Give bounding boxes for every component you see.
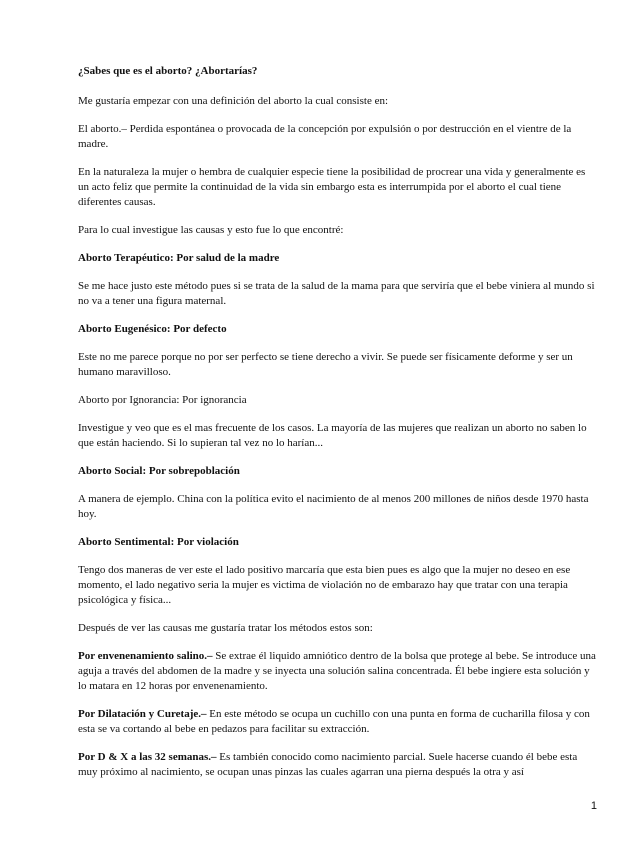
heading-social: Aborto Social: Por sobrepoblación: [78, 465, 240, 477]
paragraph-terapeutico: Se me hace justo este método pues si se trata de la salud de la mama para que serviría que el bebe viniera al mundo si no va a tener una figura maternal.: [78, 280, 595, 307]
document-title: ¿Sabes que es el aborto? ¿Abortarías?: [78, 65, 258, 77]
document-page: [78, 64, 598, 793]
method-salino-text: Se extrae él liquido amniótico dentro de la bolsa que protege al bebe. Se introduce una aguja a través del abdomen de la madre y se inyecta una solución salina concentrada. Él bebe ingiere esta solución y lo matara en 12 horas por envenenamiento.: [78, 650, 596, 692]
heading-ignorancia: Aborto por Ignorancia: Por ignorancia: [78, 394, 247, 406]
method-dilatacion: [78, 707, 598, 737]
paragraph-social: A manera de ejemplo. China con la política evito el nacimiento de al menos 200 millones de niños desde 1970 hasta hoy.: [78, 493, 589, 520]
method-dilatacion-title: Por Dilatación y Curetaje.–: [78, 708, 207, 720]
method-dx: [78, 750, 598, 780]
heading-terapeutico: Aborto Terapéutico: Por salud de la madre: [78, 252, 280, 264]
method-salino-title: Por envenenamiento salino.–: [78, 650, 213, 662]
paragraph-intro: Me gustaría empezar con una definición del aborto la cual consiste en:: [78, 95, 389, 107]
paragraph-nature: En la naturaleza la mujer o hembra de cualquier especie tiene la posibilidad de procrear una vida y generalmente es un acto feliz que permite la continuidad de la vida sin embargo esta es interrumpida por el aborto el cual tiene diferentes causas.: [78, 166, 586, 208]
page-number: 1: [590, 800, 597, 812]
heading-eugenesico: Aborto Eugenésico: Por defecto: [78, 323, 227, 335]
paragraph-methods: Después de ver las causas me gustaría tratar los métodos estos son:: [78, 622, 373, 634]
heading-sentimental: Aborto Sentimental: Por violación: [78, 536, 239, 548]
paragraph-ignorancia: Investigue y veo que es el mas frecuente de los casos. La mayoría de las mujeres que realizan un aborto no saben lo que están haciendo. Si lo supieran tal vez no lo harían...: [78, 422, 587, 449]
method-dx-title: Por D & X a las 32 semanas.–: [78, 751, 217, 763]
method-dilatacion-text: En este método se ocupa un cuchillo con una punta en forma de cucharilla filosa y con esta se va cortando al bebe en pedazos para facilitar su extracción.: [78, 708, 590, 735]
paragraph-causes: Para lo cual investigue las causas y esto fue lo que encontré:: [78, 224, 344, 236]
paragraph-sentimental: Tengo dos maneras de ver este el lado positivo marcaría que esta bien pues es algo que la mujer no deseo en ese momento, el lado negativo seria la mujer es victima de violación no de embarazo hay que tratar con una terapia psicológica y física...: [78, 564, 571, 606]
method-dx-text: Es también conocido como nacimiento parcial. Suele hacerse cuando él bebe esta muy próximo al nacimiento, se ocupan unas pinzas las cuales agarran una pierna después la otra y así: [78, 751, 578, 778]
paragraph-eugenesico: Este no me parece porque no por ser perfecto se tiene derecho a vivir. Se puede ser físicamente deforme y ser un humano maravilloso.: [78, 351, 573, 378]
paragraph-definition: El aborto.– Perdida espontánea o provocada de la concepción por expulsión o por destrucción en el vientre de la madre.: [78, 123, 572, 150]
method-salino: [78, 649, 598, 694]
